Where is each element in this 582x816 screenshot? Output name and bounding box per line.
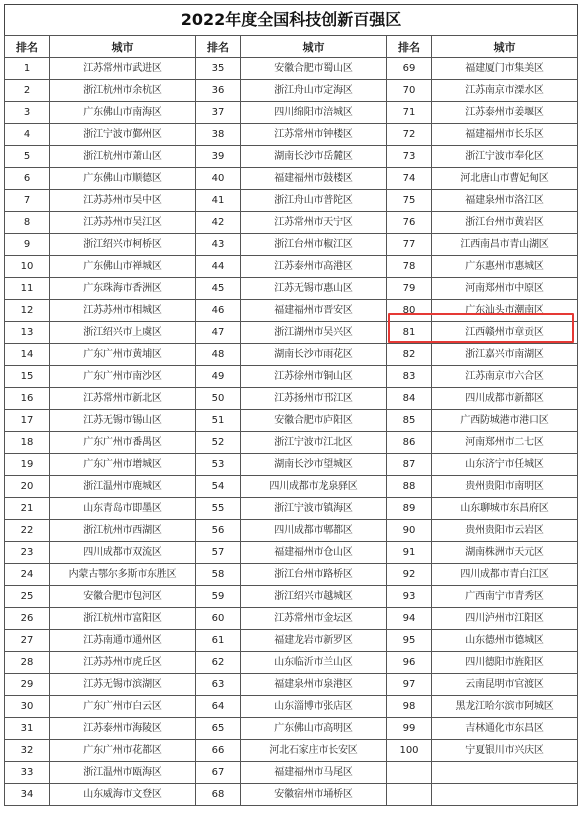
- city-cell: 福建福州市仓山区: [241, 542, 387, 564]
- rank-cell: 38: [196, 124, 241, 146]
- city-cell: 江苏徐州市铜山区: [241, 366, 387, 388]
- rank-cell: 98: [387, 696, 432, 718]
- rank-cell: 32: [5, 740, 50, 762]
- rank-cell: 83: [387, 366, 432, 388]
- city-cell: 江苏无锡市锡山区: [50, 410, 196, 432]
- rank-cell: 70: [387, 80, 432, 102]
- rank-cell: 6: [5, 168, 50, 190]
- table-row: [5, 652, 578, 674]
- city-cell: 浙江杭州市西湖区: [50, 520, 196, 542]
- table-row: [5, 322, 578, 344]
- rank-cell: 2: [5, 80, 50, 102]
- table-row: [5, 608, 578, 630]
- city-cell: 江苏苏州市虎丘区: [50, 652, 196, 674]
- table-row: [5, 300, 578, 322]
- city-cell: 浙江杭州市富阳区: [50, 608, 196, 630]
- city-cell: 安徽合肥市庐阳区: [241, 410, 387, 432]
- table-row: [5, 696, 578, 718]
- rank-cell: 86: [387, 432, 432, 454]
- city-cell: 浙江台州市黄岩区: [432, 212, 578, 234]
- city-cell: 贵州贵阳市云岩区: [432, 520, 578, 542]
- city-header: 城市: [241, 36, 387, 58]
- rank-cell: 80: [387, 300, 432, 322]
- city-cell: 广东佛山市禅城区: [50, 256, 196, 278]
- rank-cell: 26: [5, 608, 50, 630]
- rank-cell: 21: [5, 498, 50, 520]
- table-row: [5, 58, 578, 80]
- rank-cell: 64: [196, 696, 241, 718]
- city-cell: 四川德阳市旌阳区: [432, 652, 578, 674]
- rank-cell: 84: [387, 388, 432, 410]
- rank-header: 排名: [387, 36, 432, 58]
- city-cell: 广西防城港市港口区: [432, 410, 578, 432]
- rank-cell: 14: [5, 344, 50, 366]
- city-cell: 安徽宿州市埇桥区: [241, 784, 387, 806]
- city-cell: 江苏常州市钟楼区: [241, 124, 387, 146]
- rank-cell: [387, 784, 432, 806]
- city-cell: 浙江嘉兴市南湖区: [432, 344, 578, 366]
- rank-cell: 49: [196, 366, 241, 388]
- city-cell: 江苏苏州市相城区: [50, 300, 196, 322]
- rank-cell: 67: [196, 762, 241, 784]
- rank-cell: 85: [387, 410, 432, 432]
- rank-cell: 100: [387, 740, 432, 762]
- rank-cell: 51: [196, 410, 241, 432]
- rank-cell: 53: [196, 454, 241, 476]
- rank-cell: 8: [5, 212, 50, 234]
- city-cell: 福建福州市长乐区: [432, 124, 578, 146]
- rank-cell: 74: [387, 168, 432, 190]
- rank-header: 排名: [196, 36, 241, 58]
- table-title: 2022年度全国科技创新百强区: [4, 4, 578, 35]
- rank-cell: 16: [5, 388, 50, 410]
- city-cell: 河北石家庄市长安区: [241, 740, 387, 762]
- city-cell: 宁夏银川市兴庆区: [432, 740, 578, 762]
- city-cell: 浙江宁波市鄞州区: [50, 124, 196, 146]
- rank-cell: 91: [387, 542, 432, 564]
- rank-cell: 56: [196, 520, 241, 542]
- city-cell: 福建福州市晋安区: [241, 300, 387, 322]
- city-cell: 黑龙江哈尔滨市阿城区: [432, 696, 578, 718]
- rank-cell: 34: [5, 784, 50, 806]
- rank-cell: 76: [387, 212, 432, 234]
- city-cell: 江苏南京市溧水区: [432, 80, 578, 102]
- city-cell: 浙江温州市鹿城区: [50, 476, 196, 498]
- city-header: 城市: [50, 36, 196, 58]
- rank-cell: 97: [387, 674, 432, 696]
- city-cell: 江西赣州市章贡区: [432, 322, 578, 344]
- rank-cell: 30: [5, 696, 50, 718]
- table-row: [5, 410, 578, 432]
- rank-cell: 15: [5, 366, 50, 388]
- rank-cell: 60: [196, 608, 241, 630]
- city-cell: 山东聊城市东昌府区: [432, 498, 578, 520]
- rank-cell: 78: [387, 256, 432, 278]
- table-row: [5, 146, 578, 168]
- city-cell: 内蒙古鄂尔多斯市东胜区: [50, 564, 196, 586]
- city-cell: 江苏常州市天宁区: [241, 212, 387, 234]
- rank-cell: 13: [5, 322, 50, 344]
- table-row: [5, 366, 578, 388]
- rank-cell: 54: [196, 476, 241, 498]
- city-cell: 广东佛山市高明区: [241, 718, 387, 740]
- city-cell: 四川成都市龙泉驿区: [241, 476, 387, 498]
- table-row: [5, 542, 578, 564]
- city-cell: 江苏南京市六合区: [432, 366, 578, 388]
- city-cell: 江苏无锡市滨湖区: [50, 674, 196, 696]
- rank-cell: 94: [387, 608, 432, 630]
- city-cell: 山东青岛市即墨区: [50, 498, 196, 520]
- table-row: [5, 80, 578, 102]
- city-cell: 湖南长沙市望城区: [241, 454, 387, 476]
- rank-cell: 65: [196, 718, 241, 740]
- city-cell: 浙江宁波市奉化区: [432, 146, 578, 168]
- rank-cell: 25: [5, 586, 50, 608]
- table-row: [5, 674, 578, 696]
- city-cell: 河北唐山市曹妃甸区: [432, 168, 578, 190]
- table-row: [5, 718, 578, 740]
- rank-cell: 45: [196, 278, 241, 300]
- city-cell: 江苏苏州市吴中区: [50, 190, 196, 212]
- table-row: [5, 212, 578, 234]
- rank-cell: 88: [387, 476, 432, 498]
- city-cell: 江苏常州市武进区: [50, 58, 196, 80]
- rank-cell: 35: [196, 58, 241, 80]
- city-cell: 江苏南通市通州区: [50, 630, 196, 652]
- city-cell: 广东广州市番禺区: [50, 432, 196, 454]
- city-cell: 山东德州市德城区: [432, 630, 578, 652]
- rank-cell: [387, 762, 432, 784]
- table-row: [5, 564, 578, 586]
- rank-cell: 40: [196, 168, 241, 190]
- city-cell: 福建福州市鼓楼区: [241, 168, 387, 190]
- city-cell: 四川成都市双流区: [50, 542, 196, 564]
- rank-cell: 3: [5, 102, 50, 124]
- city-cell: 浙江台州市椒江区: [241, 234, 387, 256]
- rank-cell: 99: [387, 718, 432, 740]
- rank-cell: 37: [196, 102, 241, 124]
- rank-cell: 18: [5, 432, 50, 454]
- city-cell: 福建厦门市集美区: [432, 58, 578, 80]
- rank-cell: 28: [5, 652, 50, 674]
- city-cell: 贵州贵阳市南明区: [432, 476, 578, 498]
- rank-cell: 24: [5, 564, 50, 586]
- city-cell: [432, 784, 578, 806]
- table-row: [5, 168, 578, 190]
- rank-cell: 89: [387, 498, 432, 520]
- rank-cell: 27: [5, 630, 50, 652]
- city-cell: 安徽合肥市包河区: [50, 586, 196, 608]
- rank-cell: 20: [5, 476, 50, 498]
- city-cell: 江苏无锡市惠山区: [241, 278, 387, 300]
- table-row: [5, 498, 578, 520]
- rank-cell: 43: [196, 234, 241, 256]
- table-row: [5, 344, 578, 366]
- ranking-table: [4, 35, 578, 806]
- city-cell: 浙江杭州市余杭区: [50, 80, 196, 102]
- table-row: [5, 234, 578, 256]
- rank-cell: 63: [196, 674, 241, 696]
- rank-cell: 73: [387, 146, 432, 168]
- rank-cell: 29: [5, 674, 50, 696]
- city-cell: 江西南昌市青山湖区: [432, 234, 578, 256]
- city-cell: 江苏常州市新北区: [50, 388, 196, 410]
- city-cell: 广东惠州市惠城区: [432, 256, 578, 278]
- rank-cell: 92: [387, 564, 432, 586]
- rank-cell: 96: [387, 652, 432, 674]
- city-cell: 广东佛山市南海区: [50, 102, 196, 124]
- rank-cell: 68: [196, 784, 241, 806]
- rank-cell: 77: [387, 234, 432, 256]
- rank-cell: 10: [5, 256, 50, 278]
- rank-header: 排名: [5, 36, 50, 58]
- rank-cell: 95: [387, 630, 432, 652]
- rank-cell: 81: [387, 322, 432, 344]
- city-cell: 广东广州市黄埔区: [50, 344, 196, 366]
- table-row: [5, 476, 578, 498]
- city-cell: 浙江湖州市吴兴区: [241, 322, 387, 344]
- rank-cell: 48: [196, 344, 241, 366]
- rank-cell: 62: [196, 652, 241, 674]
- city-cell: 江苏泰州市海陵区: [50, 718, 196, 740]
- city-cell: 浙江宁波市江北区: [241, 432, 387, 454]
- city-cell: 福建泉州市泉港区: [241, 674, 387, 696]
- rank-cell: 7: [5, 190, 50, 212]
- city-cell: 广东佛山市顺德区: [50, 168, 196, 190]
- rank-cell: 9: [5, 234, 50, 256]
- rank-cell: 79: [387, 278, 432, 300]
- rank-cell: 66: [196, 740, 241, 762]
- rank-cell: 61: [196, 630, 241, 652]
- table-row: [5, 740, 578, 762]
- city-cell: 山东威海市文登区: [50, 784, 196, 806]
- rank-cell: 46: [196, 300, 241, 322]
- city-cell: 广东广州市花都区: [50, 740, 196, 762]
- city-cell: 安徽合肥市蜀山区: [241, 58, 387, 80]
- city-cell: 山东淄博市张店区: [241, 696, 387, 718]
- city-cell: 江苏泰州市姜堰区: [432, 102, 578, 124]
- city-cell: 湖南株洲市天元区: [432, 542, 578, 564]
- rank-cell: 44: [196, 256, 241, 278]
- rank-cell: 90: [387, 520, 432, 542]
- city-cell: 四川成都市新都区: [432, 388, 578, 410]
- table-row: [5, 124, 578, 146]
- table-row: [5, 586, 578, 608]
- city-cell: 江苏泰州市高港区: [241, 256, 387, 278]
- city-cell: [432, 762, 578, 784]
- rank-cell: 42: [196, 212, 241, 234]
- table-row: [5, 102, 578, 124]
- city-header: 城市: [432, 36, 578, 58]
- ranking-sheet: [4, 4, 578, 806]
- rank-cell: 72: [387, 124, 432, 146]
- city-cell: 湖南长沙市雨花区: [241, 344, 387, 366]
- table-row: [5, 256, 578, 278]
- rank-cell: 93: [387, 586, 432, 608]
- city-cell: 浙江绍兴市柯桥区: [50, 234, 196, 256]
- city-cell: 浙江绍兴市上虞区: [50, 322, 196, 344]
- rank-cell: 1: [5, 58, 50, 80]
- rank-cell: 39: [196, 146, 241, 168]
- city-cell: 浙江台州市路桥区: [241, 564, 387, 586]
- rank-cell: 47: [196, 322, 241, 344]
- rank-cell: 19: [5, 454, 50, 476]
- rank-cell: 87: [387, 454, 432, 476]
- rank-cell: 71: [387, 102, 432, 124]
- rank-cell: 22: [5, 520, 50, 542]
- city-cell: 湖南长沙市岳麓区: [241, 146, 387, 168]
- city-cell: 广东广州市南沙区: [50, 366, 196, 388]
- city-cell: 浙江杭州市萧山区: [50, 146, 196, 168]
- city-cell: 四川成都市郫都区: [241, 520, 387, 542]
- city-cell: 浙江绍兴市越城区: [241, 586, 387, 608]
- table-row: [5, 784, 578, 806]
- city-cell: 山东济宁市任城区: [432, 454, 578, 476]
- city-cell: 江苏苏州市吴江区: [50, 212, 196, 234]
- rank-cell: 12: [5, 300, 50, 322]
- city-cell: 浙江舟山市普陀区: [241, 190, 387, 212]
- city-cell: 广东广州市增城区: [50, 454, 196, 476]
- rank-cell: 59: [196, 586, 241, 608]
- rank-cell: 33: [5, 762, 50, 784]
- rank-cell: 50: [196, 388, 241, 410]
- rank-cell: 55: [196, 498, 241, 520]
- city-cell: 福建福州市马尾区: [241, 762, 387, 784]
- city-cell: 广东珠海市香洲区: [50, 278, 196, 300]
- table-row: [5, 190, 578, 212]
- table-row: [5, 388, 578, 410]
- rank-cell: 57: [196, 542, 241, 564]
- city-cell: 山东临沂市兰山区: [241, 652, 387, 674]
- city-cell: 福建泉州市洛江区: [432, 190, 578, 212]
- rank-cell: 69: [387, 58, 432, 80]
- city-cell: 广东广州市白云区: [50, 696, 196, 718]
- city-cell: 浙江宁波市镇海区: [241, 498, 387, 520]
- city-cell: 广西南宁市青秀区: [432, 586, 578, 608]
- city-cell: 浙江舟山市定海区: [241, 80, 387, 102]
- table-row: [5, 432, 578, 454]
- city-cell: 四川泸州市江阳区: [432, 608, 578, 630]
- city-cell: 四川成都市青白江区: [432, 564, 578, 586]
- city-cell: 福建龙岩市新罗区: [241, 630, 387, 652]
- rank-cell: 17: [5, 410, 50, 432]
- rank-cell: 58: [196, 564, 241, 586]
- rank-cell: 11: [5, 278, 50, 300]
- rank-cell: 52: [196, 432, 241, 454]
- city-cell: 云南昆明市官渡区: [432, 674, 578, 696]
- rank-cell: 36: [196, 80, 241, 102]
- city-cell: 河南郑州市二七区: [432, 432, 578, 454]
- city-cell: 河南郑州市中原区: [432, 278, 578, 300]
- rank-cell: 41: [196, 190, 241, 212]
- rank-cell: 31: [5, 718, 50, 740]
- header-row: [5, 36, 578, 58]
- rank-cell: 82: [387, 344, 432, 366]
- rank-cell: 23: [5, 542, 50, 564]
- table-row: [5, 630, 578, 652]
- city-cell: 江苏扬州市邗江区: [241, 388, 387, 410]
- table-row: [5, 278, 578, 300]
- rank-cell: 75: [387, 190, 432, 212]
- rank-cell: 5: [5, 146, 50, 168]
- table-row: [5, 520, 578, 542]
- city-cell: 广东汕头市潮南区: [432, 300, 578, 322]
- city-cell: 江苏常州市金坛区: [241, 608, 387, 630]
- rank-cell: 4: [5, 124, 50, 146]
- table-row: [5, 454, 578, 476]
- city-cell: 浙江温州市瓯海区: [50, 762, 196, 784]
- table-row: [5, 762, 578, 784]
- city-cell: 四川绵阳市涪城区: [241, 102, 387, 124]
- city-cell: 吉林通化市东昌区: [432, 718, 578, 740]
